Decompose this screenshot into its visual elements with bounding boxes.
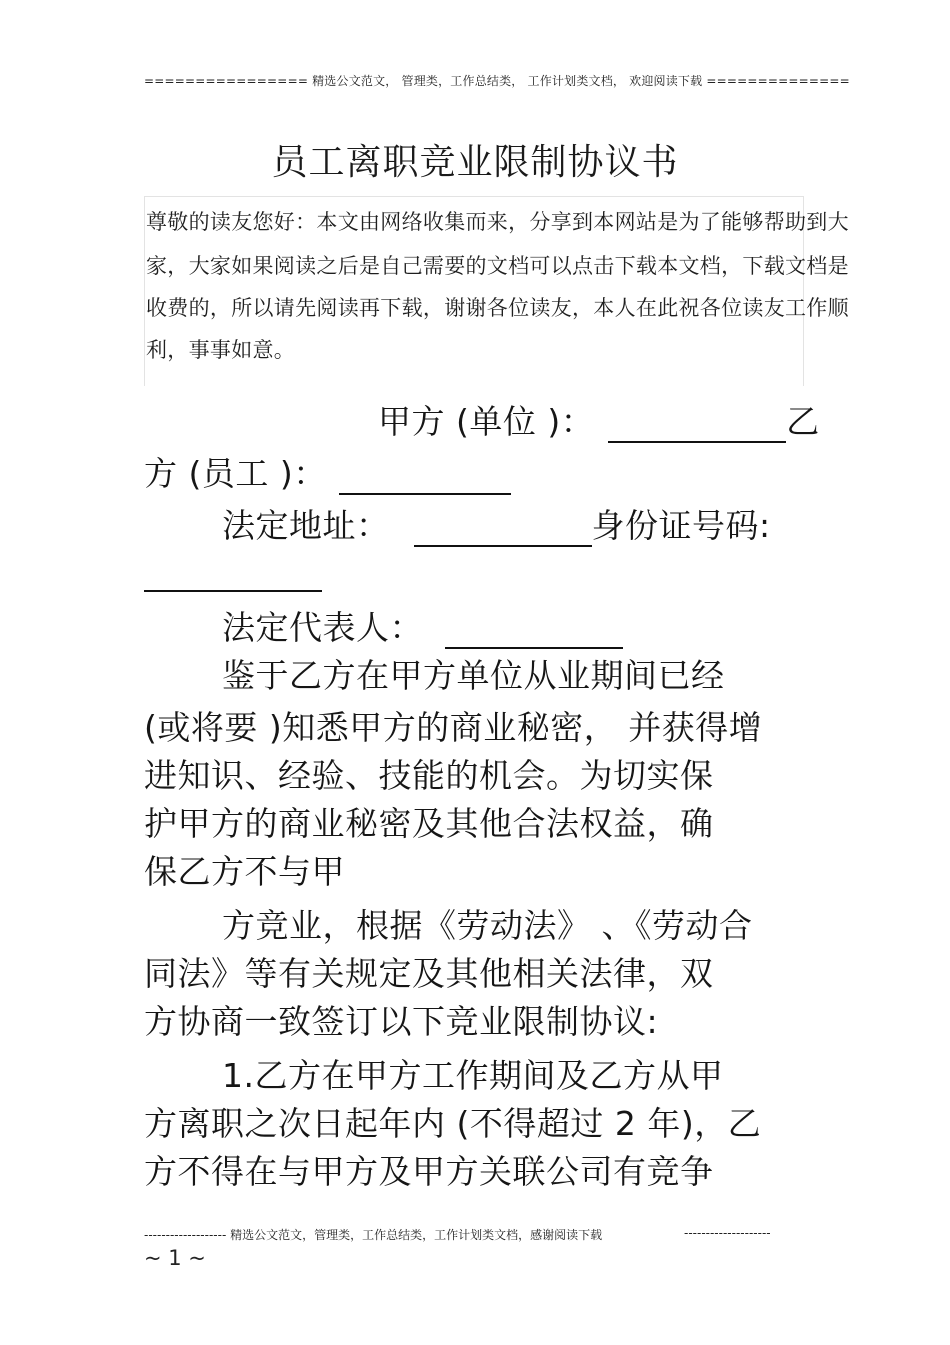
page-header: ================ 精选公文范文， 管理类，工作总结类， 工作计划类文档， 欢迎阅读下载 ============== xyxy=(144,74,850,88)
party-a-field xyxy=(378,396,820,443)
party-a-label: 甲方 (单位 )： xyxy=(378,402,595,441)
address-id-field xyxy=(222,500,771,547)
paragraph-line: 方协商一致签订以下竞业限制协议: xyxy=(144,1002,659,1041)
page-number: ~ 1 ~ xyxy=(144,1246,206,1270)
paragraph-line: 方不得在与甲方及甲方关联公司有竞争 xyxy=(144,1152,714,1191)
party-b-field xyxy=(144,448,511,495)
paragraph-line: 鉴于乙方在甲方单位从业期间已经 xyxy=(222,656,725,695)
paragraph-line: (或将要 )知悉甲方的商业秘密， 并获得增 xyxy=(144,708,763,747)
id-number-label: 身份证号码: xyxy=(591,506,771,545)
notice-line: 尊敬的读友您好：本文由网络收集而来，分享到本网站是为了能够帮助到大 xyxy=(146,210,849,234)
id-number-blank xyxy=(144,556,322,592)
party-b-prefix: 乙 xyxy=(786,402,820,441)
party-b-blank xyxy=(339,459,511,495)
paragraph-line: 同法》等有关规定及其他相关法律，双 xyxy=(144,954,714,993)
notice-line: 利，事事如意。 xyxy=(146,338,296,362)
document-title: 员工离职竞业限制协议书 xyxy=(271,142,679,183)
page-footer: ------------------- 精选公文范文，管理类，工作总结类，工作计划类文档，感谢阅读下载 xyxy=(144,1228,603,1242)
paragraph-line: 方竞业，根据《劳动法》 、《劳动合 xyxy=(222,906,753,945)
notice-line: 家，大家如果阅读之后是自己需要的文档可以点击下载本文档，下载文档是 xyxy=(146,254,849,278)
paragraph-line: 护甲方的商业秘密及其他合法权益，确 xyxy=(144,804,714,843)
notice-line: 收费的，所以请先阅读再下载，谢谢各位读友，本人在此祝各位读友工作顺 xyxy=(146,296,849,320)
id-number-field xyxy=(144,556,322,592)
paragraph-line: 1.乙方在甲方工作期间及乙方从甲 xyxy=(222,1056,724,1095)
party-b-label: 方 (员工 )： xyxy=(144,454,327,493)
legal-address-blank xyxy=(414,511,592,547)
paragraph-line: 保乙方不与甲 xyxy=(144,852,345,891)
legal-rep-label: 法定代表人： xyxy=(222,608,423,647)
paragraph-line: 方离职之次日起年内 (不得超过 2 年)，乙 xyxy=(144,1104,762,1143)
legal-rep-field xyxy=(222,602,623,649)
footer-dashes: -------------------- xyxy=(684,1226,771,1240)
legal-rep-blank xyxy=(445,613,623,649)
legal-address-label: 法定地址： xyxy=(222,506,390,545)
paragraph-line: 进知识、经验、技能的机会。为切实保 xyxy=(144,756,714,795)
party-a-blank xyxy=(608,407,786,443)
